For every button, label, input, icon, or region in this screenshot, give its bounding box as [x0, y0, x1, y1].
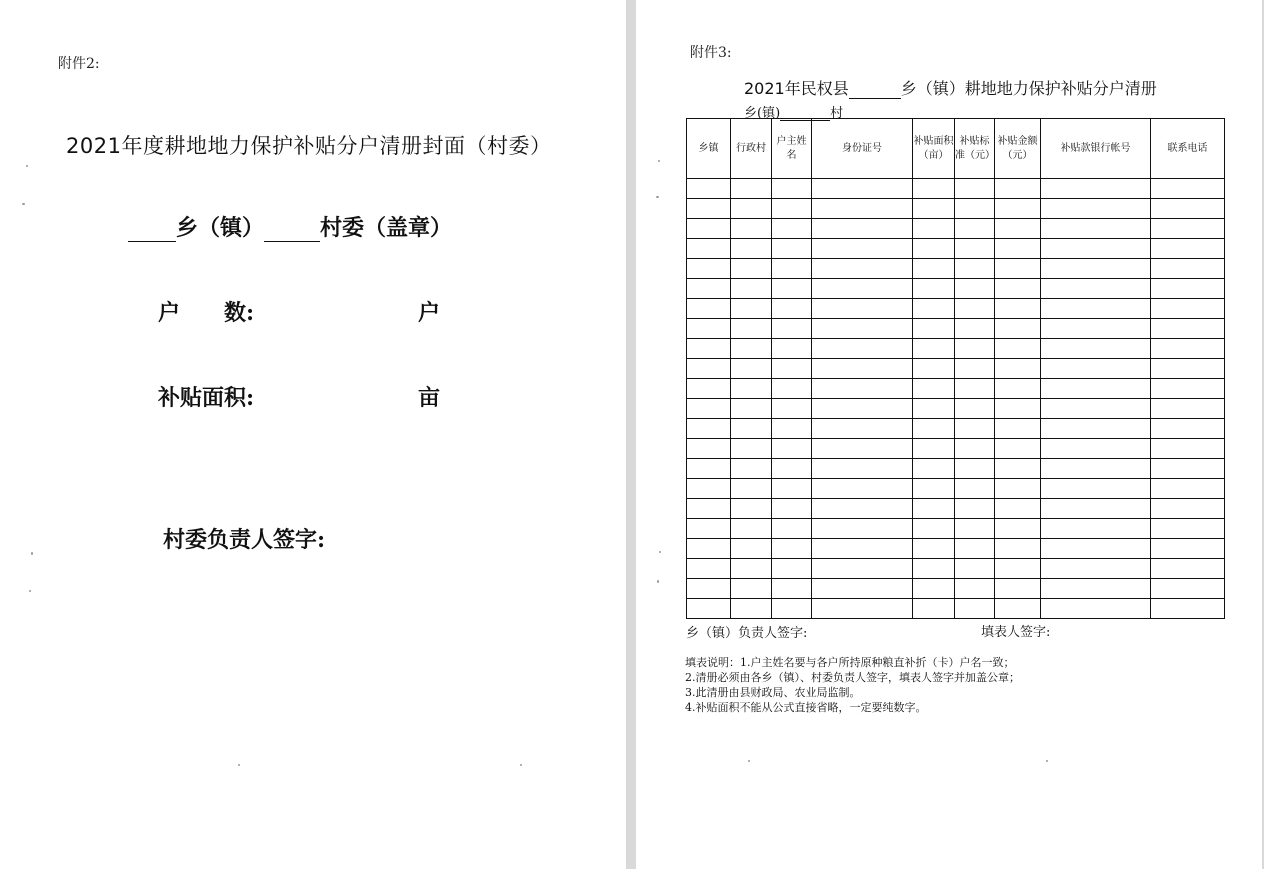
table-cell [995, 379, 1041, 399]
table-cell [772, 579, 812, 599]
column-header: 补贴金额（元） [995, 119, 1041, 179]
table-cell [687, 239, 731, 259]
table-cell [913, 579, 955, 599]
table-cell [772, 499, 812, 519]
table-row [687, 539, 1225, 559]
table-cell [955, 579, 995, 599]
table-cell [772, 359, 812, 379]
table-cell [1151, 499, 1225, 519]
table-cell [812, 339, 913, 359]
table-cell [1151, 419, 1225, 439]
table-row [687, 419, 1225, 439]
table-cell [1041, 499, 1151, 519]
scan-speck [22, 203, 25, 205]
table-row [687, 319, 1225, 339]
table-row [687, 239, 1225, 259]
table-cell [1041, 339, 1151, 359]
left-page [0, 0, 626, 869]
scan-speck [1046, 760, 1048, 762]
table-cell [995, 339, 1041, 359]
village-blank [264, 221, 320, 242]
table-cell [772, 379, 812, 399]
column-header: 身份证号 [812, 119, 913, 179]
scan-speck [657, 580, 659, 583]
table-cell [955, 319, 995, 339]
table-cell [913, 359, 955, 379]
table-cell [955, 219, 995, 239]
table-cell [731, 319, 772, 339]
table-cell [731, 239, 772, 259]
right-page [636, 0, 1262, 869]
table-cell [812, 419, 913, 439]
table-cell [955, 479, 995, 499]
table-cell [731, 259, 772, 279]
households-label: 户 数: [158, 300, 255, 326]
table-cell [1041, 359, 1151, 379]
title-suffix: 乡（镇）耕地地力保护补贴分户清册 [900, 79, 1157, 98]
table-cell [995, 299, 1041, 319]
table-cell [772, 199, 812, 219]
table-cell [955, 359, 995, 379]
table-cell [731, 479, 772, 499]
table-cell [1041, 199, 1151, 219]
scan-speck [656, 196, 659, 198]
table-cell [731, 379, 772, 399]
table-cell [955, 439, 995, 459]
instruction-line: 4.补贴面积不能从公式直接省略，一定要纯数字。 [685, 701, 927, 714]
table-cell [913, 179, 955, 199]
table-cell [687, 379, 731, 399]
table-cell [913, 219, 955, 239]
table-cell [1041, 539, 1151, 559]
scan-speck [26, 165, 28, 167]
table-row [687, 499, 1225, 519]
table-cell [1041, 279, 1151, 299]
table-cell [955, 339, 995, 359]
table-cell [731, 439, 772, 459]
table-cell [731, 419, 772, 439]
table-cell [812, 519, 913, 539]
table-row [687, 379, 1225, 399]
signature-label: 村委负责人签字: [163, 527, 326, 553]
table-cell [995, 519, 1041, 539]
table-cell [913, 539, 955, 559]
table-cell [1151, 239, 1225, 259]
table-cell [687, 259, 731, 279]
table-cell [772, 539, 812, 559]
table-cell [772, 299, 812, 319]
table-cell [731, 559, 772, 579]
table-cell [1041, 219, 1151, 239]
table-cell [955, 459, 995, 479]
table-cell [731, 279, 772, 299]
scan-speck [31, 552, 33, 555]
table-cell [913, 319, 955, 339]
table-cell [731, 499, 772, 519]
table-cell [995, 359, 1041, 379]
table-header-row [687, 119, 1225, 179]
table-cell [687, 359, 731, 379]
table-cell [687, 459, 731, 479]
table-cell [955, 559, 995, 579]
table-cell [1041, 579, 1151, 599]
table-cell [687, 319, 731, 339]
table-cell [772, 479, 812, 499]
table-cell [772, 259, 812, 279]
table-cell [913, 519, 955, 539]
table-cell [812, 459, 913, 479]
table-row [687, 259, 1225, 279]
table-cell [913, 239, 955, 259]
table-cell [1151, 319, 1225, 339]
table-cell [955, 279, 995, 299]
table-row [687, 459, 1225, 479]
table-cell [687, 559, 731, 579]
village-committee-label: 村委（盖章） [320, 215, 453, 241]
scan-speck [238, 764, 240, 766]
township-blank [128, 221, 176, 242]
table-cell [812, 199, 913, 219]
instruction-line: 3.此清册由县财政局、农业局监制。 [685, 686, 861, 699]
scan-speck [748, 760, 750, 762]
table-cell [1041, 519, 1151, 539]
table-cell [772, 439, 812, 459]
township-head-signature-label: 乡（镇）负责人签字: [686, 626, 808, 641]
subsidy-register-table [686, 118, 1225, 619]
table-cell [687, 439, 731, 459]
table-cell [913, 339, 955, 359]
form-filler-signature-label: 填表人签字: [981, 625, 1051, 640]
table-cell [1041, 599, 1151, 619]
table-cell [687, 279, 731, 299]
table-cell [995, 179, 1041, 199]
table-cell [1151, 579, 1225, 599]
table-cell [955, 299, 995, 319]
table-cell [1041, 459, 1151, 479]
table-cell [955, 539, 995, 559]
table-cell [913, 559, 955, 579]
table-cell [995, 219, 1041, 239]
table-cell [731, 359, 772, 379]
table-cell [772, 219, 812, 239]
table-row [687, 599, 1225, 619]
instructions [685, 655, 1020, 715]
table-cell [955, 179, 995, 199]
table-cell [995, 199, 1041, 219]
table-cell [687, 419, 731, 439]
column-header: 补贴面积（亩） [913, 119, 955, 179]
table-body [687, 179, 1225, 619]
table-cell [812, 579, 913, 599]
table-cell [687, 399, 731, 419]
table-cell [1151, 479, 1225, 499]
attachment-label: 附件3: [690, 45, 732, 61]
table-cell [772, 519, 812, 539]
table-cell [995, 539, 1041, 559]
table-cell [995, 579, 1041, 599]
table-cell [812, 439, 913, 459]
table-cell [955, 419, 995, 439]
table-cell [772, 239, 812, 259]
table-cell [1151, 519, 1225, 539]
stamp-line [128, 211, 452, 242]
subsidy-area-label: 补贴面积: [158, 385, 255, 411]
township-label: 乡（镇） [176, 215, 265, 241]
table-cell [913, 379, 955, 399]
table-cell [731, 179, 772, 199]
table-cell [1041, 299, 1151, 319]
table-cell [1041, 179, 1151, 199]
table-cell [812, 379, 913, 399]
table-row [687, 179, 1225, 199]
table-cell [995, 599, 1041, 619]
table-cell [687, 579, 731, 599]
table-cell [913, 439, 955, 459]
table-row [687, 439, 1225, 459]
table-row [687, 399, 1225, 419]
table-cell [812, 279, 913, 299]
title-prefix: 2021年民权县 [744, 79, 849, 98]
table-cell [1041, 479, 1151, 499]
table-cell [687, 479, 731, 499]
table-cell [1151, 399, 1225, 419]
table-cell [812, 599, 913, 619]
table-cell [687, 599, 731, 619]
table-cell [687, 539, 731, 559]
table-cell [995, 239, 1041, 259]
table-cell [913, 499, 955, 519]
list-title [744, 76, 1157, 99]
table-row [687, 519, 1225, 539]
table-cell [687, 499, 731, 519]
table-cell [687, 519, 731, 539]
table-cell [731, 219, 772, 239]
table-cell [1041, 259, 1151, 279]
table-cell [913, 199, 955, 219]
table-cell [1041, 559, 1151, 579]
table-cell [955, 399, 995, 419]
table-cell [1151, 179, 1225, 199]
table-cell [1151, 219, 1225, 239]
table-row [687, 219, 1225, 239]
table-cell [772, 599, 812, 619]
table-cell [1151, 459, 1225, 479]
table-cell [995, 459, 1041, 479]
column-header: 行政村 [731, 119, 772, 179]
table-cell [812, 319, 913, 339]
table-cell [731, 539, 772, 559]
table-cell [772, 559, 812, 579]
table-cell [1151, 439, 1225, 459]
table-cell [1041, 239, 1151, 259]
table-cell [1041, 399, 1151, 419]
table-cell [812, 539, 913, 559]
table-row [687, 199, 1225, 219]
table-cell [731, 599, 772, 619]
cover-title: 2021年度耕地地力保护补贴分户清册封面（村委） [66, 134, 552, 158]
attachment-label: 附件2: [58, 56, 100, 72]
households-unit: 户 [418, 300, 441, 326]
table-cell [731, 399, 772, 419]
table-cell [731, 339, 772, 359]
table-cell [812, 179, 913, 199]
table-cell [955, 199, 995, 219]
table-cell [955, 239, 995, 259]
table-cell [687, 219, 731, 239]
table-cell [812, 239, 913, 259]
column-header: 补贴标准（元） [955, 119, 995, 179]
table-cell [687, 339, 731, 359]
table-cell [772, 459, 812, 479]
instruction-line: 2.清册必须由各乡（镇）、村委负责人签字，填表人签字并加盖公章； [685, 671, 1020, 684]
table-cell [812, 479, 913, 499]
table-cell [772, 179, 812, 199]
table-cell [995, 499, 1041, 519]
table-cell [772, 419, 812, 439]
table-cell [955, 519, 995, 539]
scan-speck [659, 551, 661, 553]
table-cell [772, 339, 812, 359]
table-cell [731, 459, 772, 479]
table-row [687, 279, 1225, 299]
table-cell [1041, 419, 1151, 439]
table-cell [1151, 339, 1225, 359]
table-cell [731, 199, 772, 219]
table-cell [995, 479, 1041, 499]
column-header: 补贴款银行帐号 [1041, 119, 1151, 179]
table-cell [1151, 379, 1225, 399]
table-cell [913, 259, 955, 279]
table-cell [812, 499, 913, 519]
instruction-line: 填表说明：1.户主姓名要与各户所持原种粮直补折（卡）户名一致； [685, 656, 1015, 669]
table-cell [913, 419, 955, 439]
table-cell [995, 319, 1041, 339]
table-cell [1151, 259, 1225, 279]
table-cell [1041, 439, 1151, 459]
table-row [687, 339, 1225, 359]
table-cell [1151, 539, 1225, 559]
table-cell [687, 199, 731, 219]
table-cell [812, 259, 913, 279]
table-row [687, 559, 1225, 579]
scan-speck [658, 160, 660, 162]
table-cell [913, 399, 955, 419]
table-cell [1151, 559, 1225, 579]
column-header: 户主姓名 [772, 119, 812, 179]
table-row [687, 479, 1225, 499]
table-cell [1041, 379, 1151, 399]
table-cell [731, 519, 772, 539]
table-cell [913, 459, 955, 479]
table-cell [913, 479, 955, 499]
table-cell [687, 299, 731, 319]
table-cell [955, 379, 995, 399]
table-cell [731, 579, 772, 599]
township-name-blank [849, 82, 901, 99]
table-cell [1151, 359, 1225, 379]
table-cell [812, 299, 913, 319]
table-cell [995, 439, 1041, 459]
table-cell [772, 319, 812, 339]
table-cell [955, 499, 995, 519]
table-cell [731, 299, 772, 319]
table-cell [913, 299, 955, 319]
table-cell [995, 259, 1041, 279]
column-header: 乡镇 [687, 119, 731, 179]
table-cell [812, 359, 913, 379]
table-cell [995, 559, 1041, 579]
column-header: 联系电话 [1151, 119, 1225, 179]
table-cell [1151, 199, 1225, 219]
table-cell [955, 259, 995, 279]
scan-speck [29, 590, 31, 592]
table-cell [1151, 599, 1225, 619]
table-cell [913, 279, 955, 299]
table-cell [955, 599, 995, 619]
subsidy-area-unit: 亩 [418, 385, 441, 411]
table-row [687, 579, 1225, 599]
table-cell [687, 179, 731, 199]
table-cell [772, 279, 812, 299]
table-cell [1041, 319, 1151, 339]
table-cell [995, 279, 1041, 299]
table-cell [812, 219, 913, 239]
table-cell [995, 419, 1041, 439]
subtitle-township: 乡(镇) [744, 106, 781, 121]
table-cell [812, 399, 913, 419]
table-cell [1151, 279, 1225, 299]
table-cell [812, 559, 913, 579]
table-row [687, 299, 1225, 319]
table-cell [913, 599, 955, 619]
scan-speck [520, 764, 522, 766]
table-cell [772, 399, 812, 419]
subtitle-village: 村 [830, 106, 844, 121]
table-cell [995, 399, 1041, 419]
table-cell [1151, 299, 1225, 319]
table-row [687, 359, 1225, 379]
